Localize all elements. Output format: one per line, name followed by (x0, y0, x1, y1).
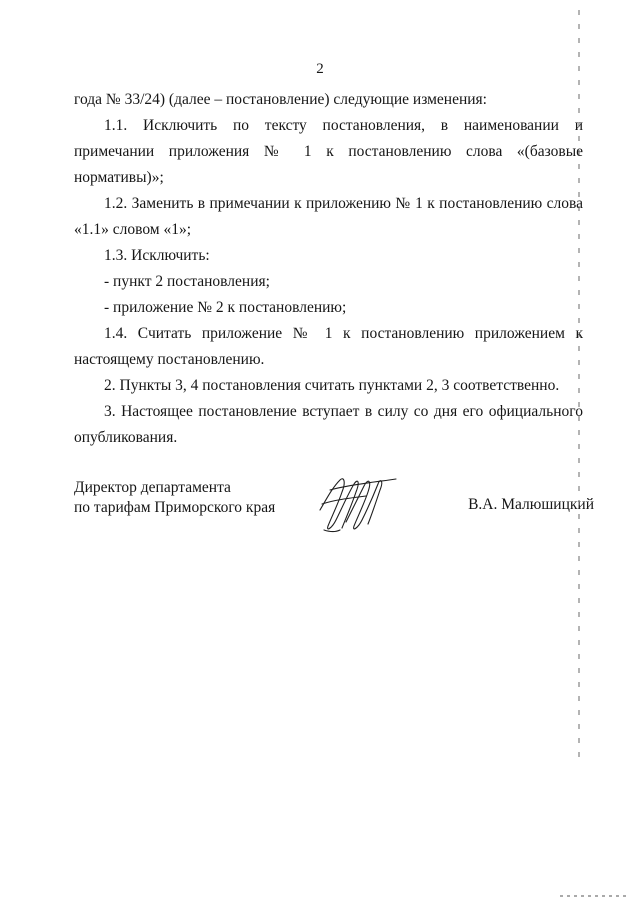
signatory-position-line-1: Директор департамента (74, 479, 231, 496)
signatory-position (74, 478, 275, 518)
signatory-position-line-2: по тарифам Приморского края (74, 499, 276, 516)
signatory-name: В.А. Малюшицкий (468, 496, 594, 513)
paragraph-1-2: 1.2. Заменить в примечании к приложению № 1 к постановлению слова «1.1» словом «1»; (74, 195, 583, 238)
document-body (74, 87, 583, 451)
paragraph-1-3: 1.3. Исключить: (104, 247, 210, 264)
scan-edge-artifact (574, 0, 584, 905)
paragraph-1-1: 1.1. Исключить по тексту постановления, в наименовании и примечании приложения № 1 к постановлению слова «(базовые нормативы)»; (74, 117, 583, 186)
scan-corner-artifact (560, 890, 630, 902)
paragraph-3: 3. Настоящее постановление вступает в силу со дня его официального опубликования. (74, 403, 583, 446)
page-number: 2 (316, 61, 324, 77)
paragraph-2: 2. Пункты 3, 4 постановления считать пунктами 2, 3 соответственно. (104, 377, 560, 394)
handwritten-signature (316, 470, 398, 536)
paragraph-1-4: 1.4. Считать приложение № 1 к постановлению приложением к настоящему постановлению. (74, 325, 583, 368)
list-item-point-2: - пункт 2 постановления; (104, 273, 270, 290)
paragraph-continuation: года № 33/24) (далее – постановление) следующие изменения: (74, 91, 487, 108)
list-item-appendix-2: - приложение № 2 к постановлению; (104, 299, 347, 316)
